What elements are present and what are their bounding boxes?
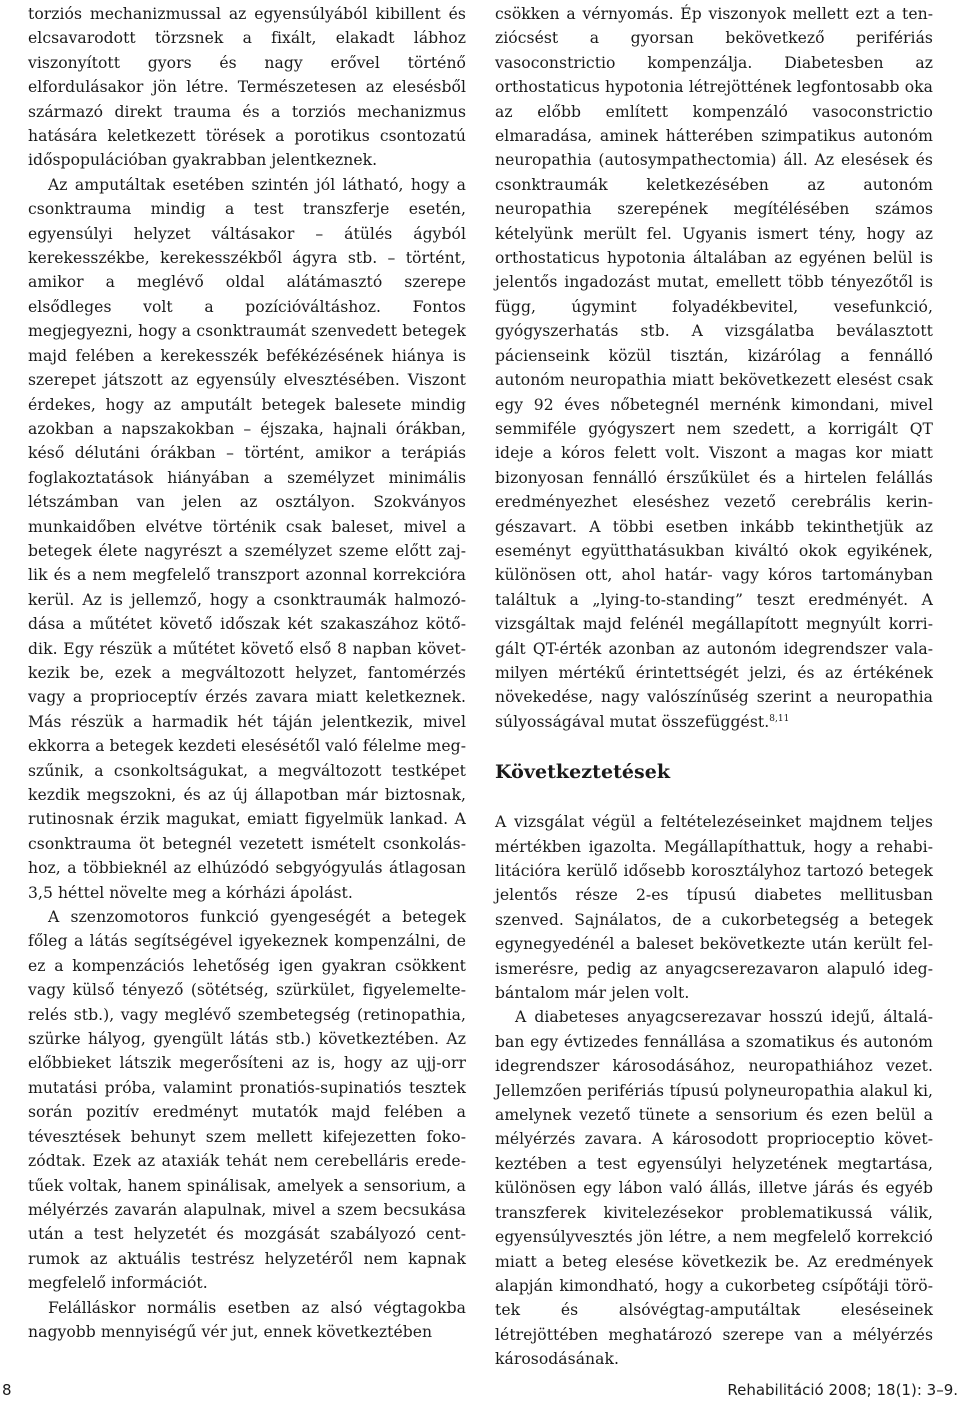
paragraph-left-2: Az amputáltak esetében szintén jól látható, hogy a csonktrauma mindig a test transzferje esetén, egyensúlyi helyzet váltásakor – átülés ágyból kerekesszékbe, kerekesszékből ágyra stb. – történt, amikor a meglévő oldal alátámasztó szerepe elsődleges volt a pozícióváltáshoz. Fontos megjegyezni, hogy a csonktraumát szenvedett betegek majd felében a kerekesszék befékézésének hiánya is szerepet játszott az egyensúly elvesztésében. Viszont érdekes, hogy az amputált betegek balesete mindig azokban a napszakokban – éjszaka, hajnali órákban, késő délutáni órákban – történt, amikor a terápiás foglakoztatások hiányában a személyzet minimális létszámban van jelen az osztályon. Szokványos munkaidőben elvétve történik csak baleset, mivel a betegek élete nagyrészt a személyzet szeme előtt zajlik és a nem megfelelő transzport azonnal korrekcióra kerül. Az is jellemző, hogy a csonktraumák halmozódása a műtétet követő időszak két szakaszához kötődik. Egy részük a műtétet követő első 8 napban következik be, ezek a megváltozott helyzet, fantomérzés vagy a proprioceptív érzés zavara miatt keletkeznek. Más részük a harmadik hét táján jelentkezik, mivel ekkorra a betegek kezdeti elesésétől való félelme megszűnik, a csonkoltságukat, a megváltozott testképet kezdik megszokni, és az új állapotban már biztosnak, rutinosnak érzik magukat, emiatt figyelmük lankad. A csonktrauma öt betegnél vezetett ismételt csonkoláshoz, a többieknél az elhúzódó sebgyógyulás átlagosan 3,5 héttel növelte meg a kórházi ápolást. xyxy=(28,175,466,902)
paragraph-left-4: Felálláskor normális esetben az alsó végtagokba nagyobb mennyiségű vér jut, ennek következtében xyxy=(28,1298,466,1341)
section-heading: Következtetések xyxy=(495,761,671,784)
reference-superscript: 8,11 xyxy=(769,713,790,724)
paragraph-left-1: torziós mechanizmussal az egyensúlyából kibillent és elcsavarodott törzsnek a fixált, elakadt lábhoz viszonyított gyors és nagy erővel történő elfordulásakor jön létre. Természetesen az elesésből származó direkt trauma és a torziós mechanizmus hatására keletkezett törések a porotikus csontozatú időspopulációban gyakrabban jelentkeznek. xyxy=(28,5,466,170)
page-number: 8 xyxy=(2,1381,12,1399)
right-column xyxy=(495,2,933,1372)
paragraph-left-3: A szenzomotoros funkció gyengeségét a betegek főleg a látás segítségével igyekeznek kompenzálni, de ez a kompenzációs lehetőség igen gyakran csökkent vagy külső tényező (sötétség, szürkület, figyelemelterelés stb.), vagy meglévő szembetegség (retinopathia, szürke hályog, gyengült látás stb.) következtében. Az előbbieket látszik megerősíteni az is, hogy az ujj-orr mutatási próba, valamint pronatiós-supinatiós tesztek során pozitív eredményt mutatók majd felében a tévesztések behunyt szem mellett kifejezetten fokozódtak. Ezek az ataxiák tehát nem cerebelláris eredetűek voltak, hanem spinálisak, amelyek a sensorium, a mélyérzés zavarán alapulnak, mivel a szem becsukása után a test helyzetét és mozgását szabályozó centrumok az aktuális testrész helyzetéről nem kapnak megfelelő információt. xyxy=(28,908,466,1293)
paragraph-right-2: A vizsgálat végül a feltételezéseinket majdnem teljes mértékben igazolta. Megállapíthattuk, hogy a rehabilitációra kerülő idősebb korosztályhoz tartozó betegek jelentős része 2-es típusú diabetes mellitusban szenved. Sajnálatos, de a cukorbetegség a betegek egynegyedénél a baleset bekövetkezte után került felismerésre, pedig az anyagcserezavaron alapuló ideg bántalom már jelen volt. xyxy=(495,813,933,1003)
paragraph-right-3: A diabeteses anyagcserezavar hosszú idejű, általában egy évtizedes fennállása a szomatikus és autonóm idegrendszer károsodásához, neuropathiához vezet. Jellemzően perifériás típusú polyneuropathia alakul ki, amelynek vezető tünete a sensorium és ezen belül a mélyérzés zavara. A károsodott proprioceptio következtében a test egyensúlyi helyzetének megtartása, különösen egy lábon való állás, illetve járás és egyéb transzferek kivitelezésekor problematikussá válik, egyensúlyvesztés jön létre, a nem megfelelő korrekció miatt a beteg elesése következik be. Az eredmények alapján kimondható, hogy a cukorbeteg csípőtáji törötek és alsóvégtag-amputáltak eleséseinek létrejöttében meghatározó szerepe van a mélyérzés károsodásának. xyxy=(495,1008,933,1369)
left-column xyxy=(28,2,466,1344)
paragraph-right-1 xyxy=(495,2,933,734)
paragraph-right-1-text: csökken a vérnyomás. Ép viszonyok mellett ezt a tenziócsést a gyorsan bekövetkező perifériás vasoconstrictio kompenzálja. Diabetesben az orthostaticus hypotonia létrejöttének legfontosabb oka az előbb említett kompenzáló vasoconstrictio elmaradása, aminek hátterében szimpatikus autonóm neuropathia (autosympathectomia) áll. Az elesések és csonktraumák keletkezésében az autonóm neuropathia szerepének megítélésében számos kételyünk merült fel. Ugyanis ismert tény, hogy az orthostaticus hypotonia általában az egyénen belül is jelentős ingadozást mutat, emellett több tényezőtől is függ, úgymint folyadékbevitel, vesefunkció, gyógyszerhatás stb. A vizsgálatba beválasztott pácienseink közül tisztán, kizárólag a fennálló autonóm neuropathia miatt bekövetkezett elesést csak egy 92 éves nőbetegnél mernénk kimondani, mivel semmiféle gyógyszert nem szedett, a korrigált QT ideje a kóros felett volt. Viszont a magas kor miatt bizonyosan fennálló érszűkület és a hirtelen felállás eredményezhet eleséshez vezető cerebrális keringészavart. A többi esetben inkább tekinthetjük az eseményt együtthatásukban kiváltó okok egyikének, különösen ott, ahol határ- vagy kóros tartományban találtuk a „lying-to-standing” teszt eredményét. A vizsgáltak majd felénél megállapított megnyúlt korrigált QT-érték azonban az autonóm idegrendszer valamilyen mértékű érintettségét jelzi, és az értékének növekedése, nagy valószínűség szerint a neuropathia súlyosságával mutat összefüggést. xyxy=(495,5,933,731)
journal-reference: Rehabilitáció 2008; 18(1): 3–9. xyxy=(727,1381,958,1399)
page-footer xyxy=(0,1381,960,1403)
